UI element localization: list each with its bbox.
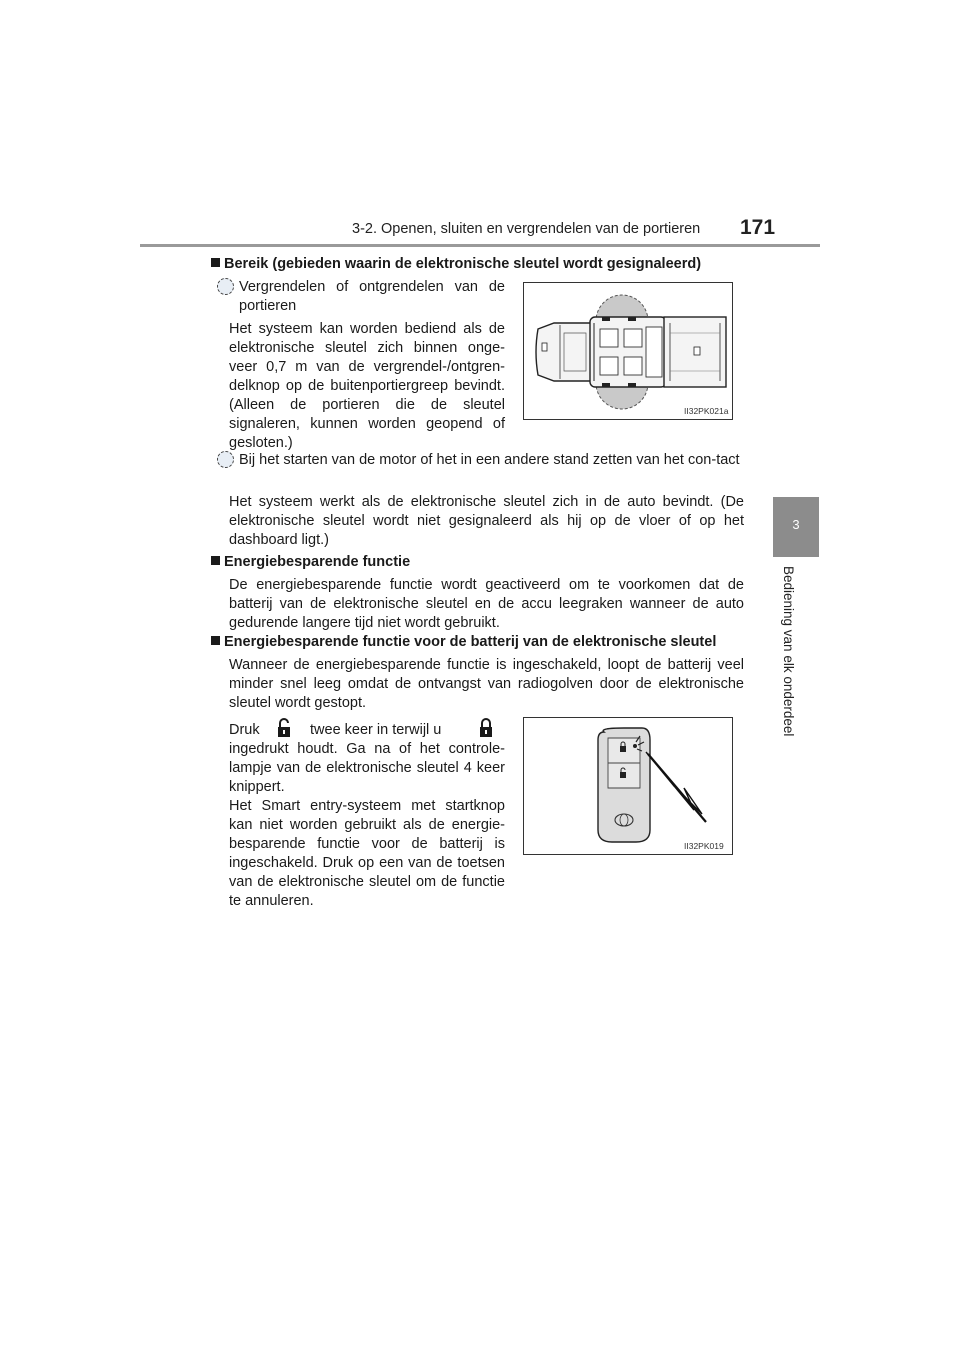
instruction-rest: ingedrukt houdt. Ga na of het controle-lampje van de elektronische sleutel 4 keer knippert.: [229, 741, 505, 795]
instruction-smart-entry: Het Smart entry-systeem met startknop kan niet worden gebruikt als de energie-besparende functie voor de batterij is ingeschakeld. Druk op een van de toetsen van de elektronische sleutel om de functie te annuleren.: [229, 798, 505, 909]
key-fob-illustration: [524, 718, 732, 854]
dashed-circle-icon: [217, 278, 234, 295]
heading-batterij: Energiebesparende functie voor de batterij van de elektronische sleutel: [211, 634, 716, 650]
energie-body: De energiebesparende functie wordt geactiveerd om te voorkomen dat de batterij van de elektronische sleutel en de accu leegraken wanneer de auto gedurende langere tijd niet wordt gebruikt.: [229, 577, 744, 631]
header-rule: [140, 244, 820, 247]
heading-energie: Energiebesparende functie: [211, 554, 410, 570]
item-lock-unlock-title: Vergrendelen of ontgrendelen van de portieren: [239, 279, 505, 314]
chapter-tab-number: 3: [792, 517, 800, 532]
item-start-engine-title: Bij het starten van de motor of het in een andere stand zetten van het con-tact: [239, 452, 740, 468]
square-bullet-icon: [211, 636, 220, 645]
figure-detection-area: [523, 282, 733, 420]
item-start-engine-body: Het systeem werkt als de elektronische sleutel zich in de auto bevindt. (De elektronische sleutel wordt niet gesignaleerd als hij op de vloer of op het dashboard ligt.): [229, 494, 744, 548]
batterij-body: Wanneer de energiebesparende functie is ingeschakeld, loopt de batterij veel minder snel leeg omdat de ontvangst van radiogolven door de elektronische sleutel wordt gestopt.: [229, 657, 744, 711]
lock-icon: [478, 718, 494, 738]
figure-key-fob: [523, 717, 733, 855]
square-bullet-icon: [211, 258, 220, 267]
page-number: 171: [740, 216, 776, 239]
unlock-icon: [276, 718, 292, 738]
header-section-title: 3-2. Openen, sluiten en vergrendelen van de portieren: [352, 221, 701, 237]
dashed-circle-icon: [217, 451, 234, 468]
square-bullet-icon: [211, 556, 220, 565]
car-top-view-illustration: [524, 283, 732, 419]
figure-caption: II32PK021a: [684, 406, 729, 416]
chapter-tab-label: Bediening van elk onderdeel: [781, 566, 796, 737]
instruction-druk: Druk: [229, 722, 260, 738]
item-lock-unlock-body: Het systeem kan worden bediend als de elektronische sleutel zich binnen onge-veer 0,7 m van de vergrendel-/ontgren-delknop op de buitenportiergreep bevindt. (Alleen de portieren die de sleutel signaleren, kunnen worden geopend of gesloten.): [229, 321, 505, 451]
heading-bereik: Bereik (gebieden waarin de elektronische sleutel wordt gesignaleerd): [211, 256, 701, 272]
instruction-twee-keer: twee keer in terwijl u: [310, 722, 442, 738]
figure-caption: II32PK019: [684, 841, 724, 851]
